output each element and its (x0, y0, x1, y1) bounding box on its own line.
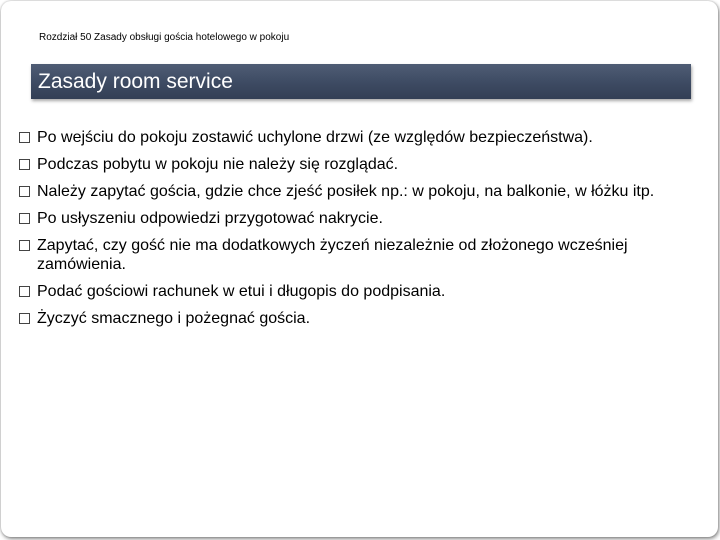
list-item (19, 309, 709, 328)
chapter-header: Rozdział 50 Zasady obsługi gościa hotelowego w pokoju (39, 32, 290, 43)
title-bar (31, 64, 691, 99)
list-item (19, 236, 709, 274)
checkbox-square-icon (19, 313, 30, 324)
checkbox-square-icon (19, 132, 30, 143)
list-item (19, 128, 709, 147)
list-item-text: Podczas pobytu w pokoju nie należy się rozglądać. (37, 156, 399, 173)
list-item-text: Życzyć smacznego i pożegnać gościa. (37, 310, 311, 327)
list-item (19, 182, 709, 201)
checkbox-square-icon (19, 186, 30, 197)
checkbox-square-icon (19, 213, 30, 224)
checkbox-square-icon (19, 286, 30, 297)
list-item-text: Należy zapytać gościa, gdzie chce zjeść posiłek np.: w pokoju, na balkonie, w łóżku itp. (37, 183, 655, 200)
slide-title: Zasady room service (38, 70, 233, 93)
list-item (19, 209, 709, 228)
list-item-text: Po wejściu do pokoju zostawić uchylone drzwi (ze względów bezpieczeństwa). (37, 129, 593, 146)
bullet-list (19, 128, 709, 336)
checkbox-square-icon (19, 159, 30, 170)
slide (1, 1, 718, 537)
list-item-text: Po usłyszeniu odpowiedzi przygotować nakrycie. (37, 210, 383, 227)
checkbox-square-icon (19, 240, 30, 251)
list-item (19, 155, 709, 174)
list-item (19, 282, 709, 301)
list-item-text: Zapytać, czy gość nie ma dodatkowych życzeń niezależnie od złożonego wcześniej zamówienia. (37, 237, 628, 273)
list-item-text: Podać gościowi rachunek w etui i długopis do podpisania. (37, 283, 446, 300)
